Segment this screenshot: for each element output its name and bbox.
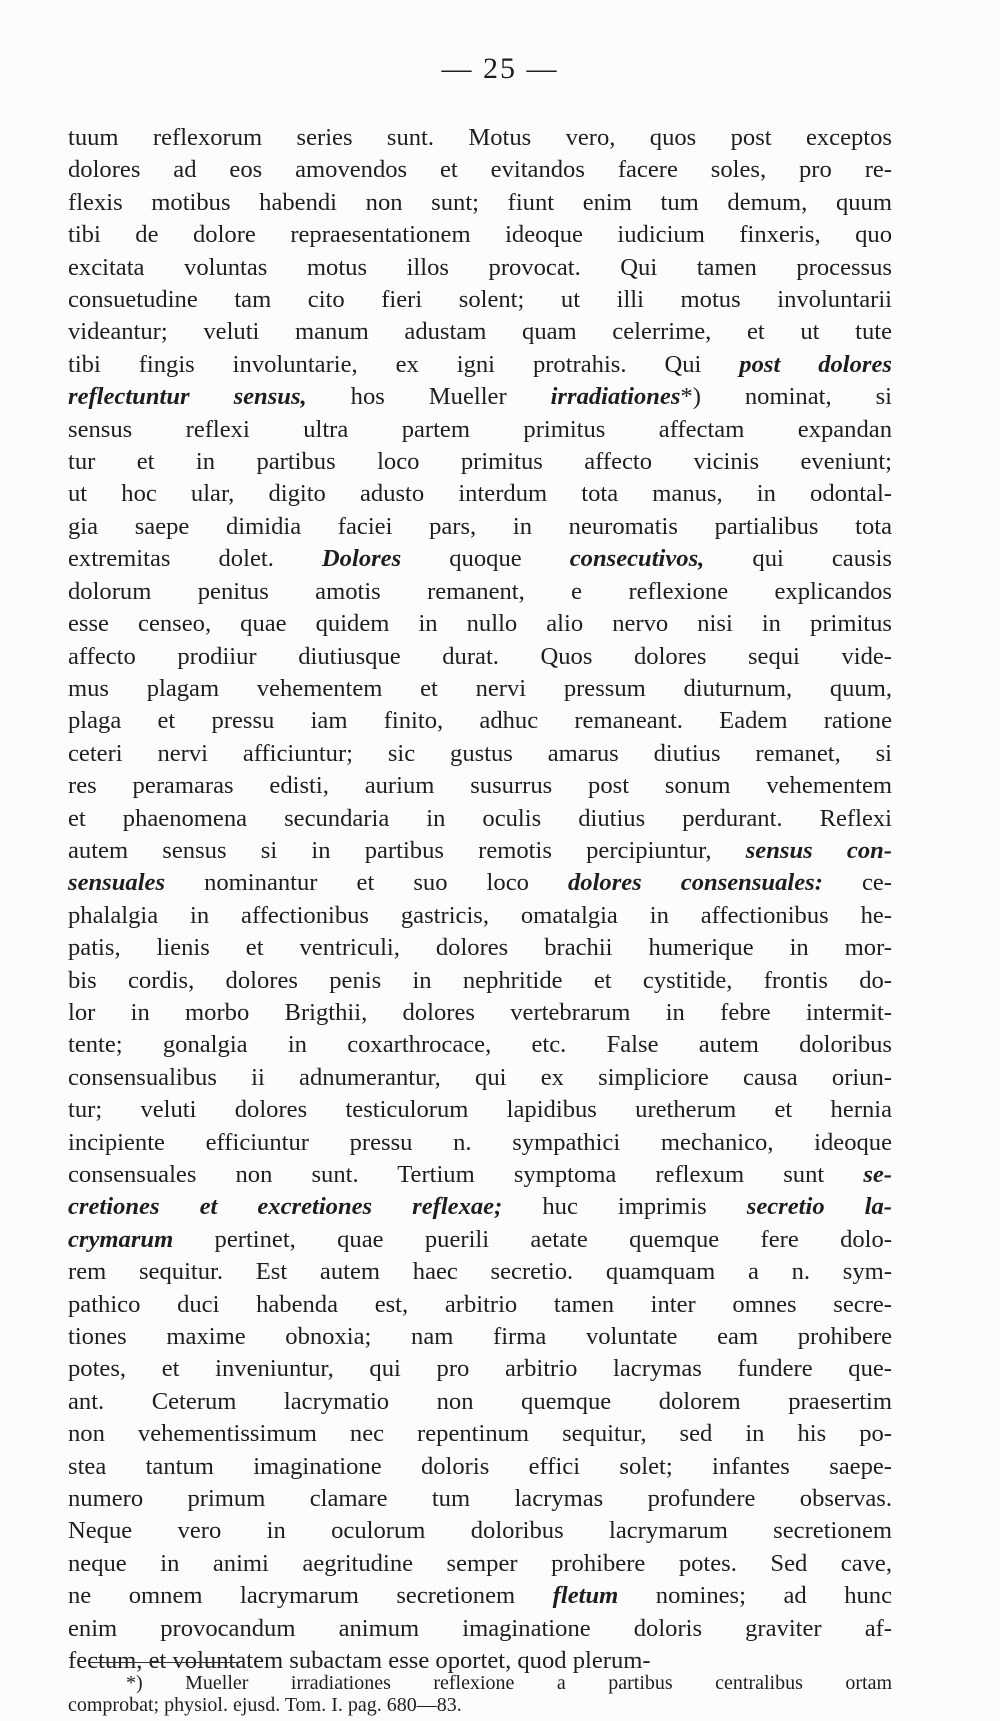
text-line [68,673,892,705]
text-run: tur; veluti dolores testiculorum lapidibus uretherum et hernia [68,1096,892,1124]
text-line [68,349,892,381]
text-run: Neque vero in oculorum doloribus lacrymarum secretionem [68,1517,892,1545]
text-line [68,1062,892,1094]
text-run: incipiente efficiuntur pressu n. sympathici mechanico, ideoque [68,1128,892,1156]
text-run: ne omnem lacrymarum secretionem [68,1582,553,1610]
text-line [68,154,892,186]
text-line [68,1353,892,1385]
text-line [68,1613,892,1645]
text-line [68,1321,892,1353]
text-run: excitata voluntas motus illos provocat. Qui tamen processus [68,253,892,281]
text-run: consensuales non sunt. Tertium symptoma reflexum sunt [68,1161,864,1188]
emphasis-text: crymarum [68,1225,174,1253]
text-run: phalalgia in affectionibus gastricis, omatalgia in affectionibus he- [68,901,892,929]
text-line [68,316,892,348]
text-run: stea tantum imaginatione doloris effici solet; infantes saepe- [68,1452,892,1480]
emphasis-text: irradiationes [550,383,681,411]
page-number: — 25 — [441,52,559,85]
text-line [68,608,892,640]
text-run: tuum reflexorum series sunt. Motus vero, quos post exceptos [68,124,892,151]
text-line [68,900,892,932]
text-line [68,1289,892,1321]
text-line [68,803,892,835]
text-run: extremitas dolet. [68,545,322,573]
text-line [68,1127,892,1159]
text-line [68,446,892,478]
text-line [68,932,892,964]
text-run: autem sensus si in partibus remotis percipiuntur, [68,836,746,864]
text-run: videantur; veluti manum adustam quam celerrime, et ut tute [68,318,892,346]
text-run: fectum, et voluntatem subactam esse oportet, quod plerum- [68,1647,651,1675]
text-line [68,122,892,154]
text-run: tiones maxime obnoxia; nam firma voluntate eam prohibere [68,1323,892,1351]
text-line [68,381,892,413]
text-run: tente; gonalgia in coxarthrocace, etc. False autem doloribus [68,1031,892,1059]
emphasis-text: dolores consensuales: [567,869,823,897]
text-line [68,1580,892,1612]
emphasis-text: reflectuntur sensus, [68,383,307,411]
text-run: quoque [401,545,570,573]
text-line [68,284,892,316]
text-run: ut hoc ular, digito adusto interdum tota manus, in odontal- [68,480,892,508]
text-line [68,705,892,737]
text-run: pertinet, quae puerili aetate quemque fere dolo- [173,1225,892,1253]
text-run: dolores ad eos amovendos et evitandos facere soles, pro re- [68,156,892,184]
emphasis-text: sensus con- [745,836,892,864]
text-run: consensualibus ii adnumerantur, qui ex simpliciore causa oriun- [68,1063,892,1091]
text-run: tibi de dolore repraesentationem ideoque iudicium finxeris, quo [68,221,892,249]
text-line [68,641,892,673]
text-run: affecto prodiiur diutiusque durat. Quos dolores sequi vide- [68,642,892,670]
text-run: mus plagam vehementem et nervi pressum diuturnum, quum, [68,674,892,702]
text-run: hos Mueller [306,383,551,411]
text-run: tibi fingis involuntarie, ex igni protrahis. Qui [68,350,740,378]
text-run: rem sequitur. Est autem haec secretio. quamquam a n. sym- [68,1258,892,1286]
text-line [68,738,892,770]
text-line [68,1418,892,1450]
footnote-line: *) Mueller irradiationes reflexione a partibus centralibus ortam [126,1672,892,1694]
emphasis-text: secretio la- [746,1193,893,1221]
text-run: sensus reflexi ultra partem primitus affectam expandan [68,415,892,443]
text-line [68,965,892,997]
text-line [68,1451,892,1483]
text-line [68,1094,892,1126]
text-line [68,187,892,219]
text-line [68,219,892,251]
text-line [68,997,892,1029]
text-line [68,1159,892,1191]
text-run: consuetudine tam cito fieri solent; ut illi motus involuntarii [68,286,892,314]
text-run: ant. Ceterum lacrymatio non quemque dolorem praesertim [68,1387,892,1415]
text-run: lor in morbo Brigthii, dolores vertebrarum in febre intermit- [68,998,892,1026]
footnote-line: comprobat; physiol. ejusd. Tom. I. pag. 680—83. [68,1694,462,1716]
text-line [68,1191,892,1223]
text-run: esse censeo, quae quidem in nullo alio nervo nisi in primitus [68,610,892,638]
text-run: bis cordis, dolores penis in nephritide et cystitide, frontis do- [68,966,892,994]
emphasis-text: se- [863,1161,892,1188]
body-text [68,122,892,1678]
emphasis-text: sensuales [68,869,166,897]
text-run: gia saepe dimidia faciei pars, in neuromatis partialibus tota [68,512,892,540]
emphasis-text: post dolores [739,350,892,378]
text-run: patis, lienis et ventriculi, dolores brachii humerique in mor- [68,934,892,962]
emphasis-text: Dolores [321,545,402,573]
text-run: ce- [822,869,893,897]
text-line [68,770,892,802]
text-line [68,252,892,284]
text-line [68,511,892,543]
text-line [68,1224,892,1256]
text-run: nominantur et suo loco [165,869,568,897]
text-run: huc imprimis [502,1193,747,1221]
text-run: pathico duci habenda est, arbitrio tamen inter omnes secre- [68,1290,892,1318]
emphasis-text: consecutivos, [569,545,705,573]
text-run: plaga et pressu iam finito, adhuc remaneant. Eadem ratione [68,707,892,735]
text-line [68,1515,892,1547]
text-run: res peramaras edisti, aurium susurrus post sonum vehementem [68,772,892,800]
text-run: tur et in partibus loco primitus affecto vicinis eveniunt; [68,448,892,476]
footnote [68,1672,892,1716]
text-line [68,1386,892,1418]
text-run: ceteri nervi afficiuntur; sic gustus amarus diutius remanet, si [68,739,892,767]
text-run: numero primum clamare tum lacrymas profundere observas. [68,1485,892,1513]
text-run: nomines; ad hunc [618,1582,892,1610]
emphasis-text: cretiones et excretiones reflexae; [68,1193,503,1221]
text-run: qui causis [704,545,892,573]
emphasis-text: fletum [552,1582,619,1610]
text-line [68,1483,892,1515]
text-run: enim provocandum animum imaginatione doloris graviter af- [68,1614,892,1642]
text-line [68,835,892,867]
text-run: flexis motibus habendi non sunt; fiunt enim tum demum, quum [68,188,892,216]
text-line [68,478,892,510]
text-line [68,543,892,575]
text-line [68,867,892,899]
text-line [68,1029,892,1061]
footnote-rule [90,1662,240,1663]
text-line [68,576,892,608]
text-run: dolorum penitus amotis remanent, e reflexione explicandos [68,577,892,605]
text-line [68,1256,892,1288]
text-run: potes, et inveniuntur, qui pro arbitrio lacrymas fundere que- [68,1355,892,1383]
text-run: neque in animi aegritudine semper prohibere potes. Sed cave, [68,1549,892,1577]
text-run: non vehementissimum nec repentinum sequitur, sed in his po- [68,1420,892,1448]
text-run: *) nominat, si [680,383,892,411]
text-line [68,414,892,446]
text-run: et phaenomena secundaria in oculis diutius perdurant. Reflexi [68,804,892,832]
text-line [68,1548,892,1580]
